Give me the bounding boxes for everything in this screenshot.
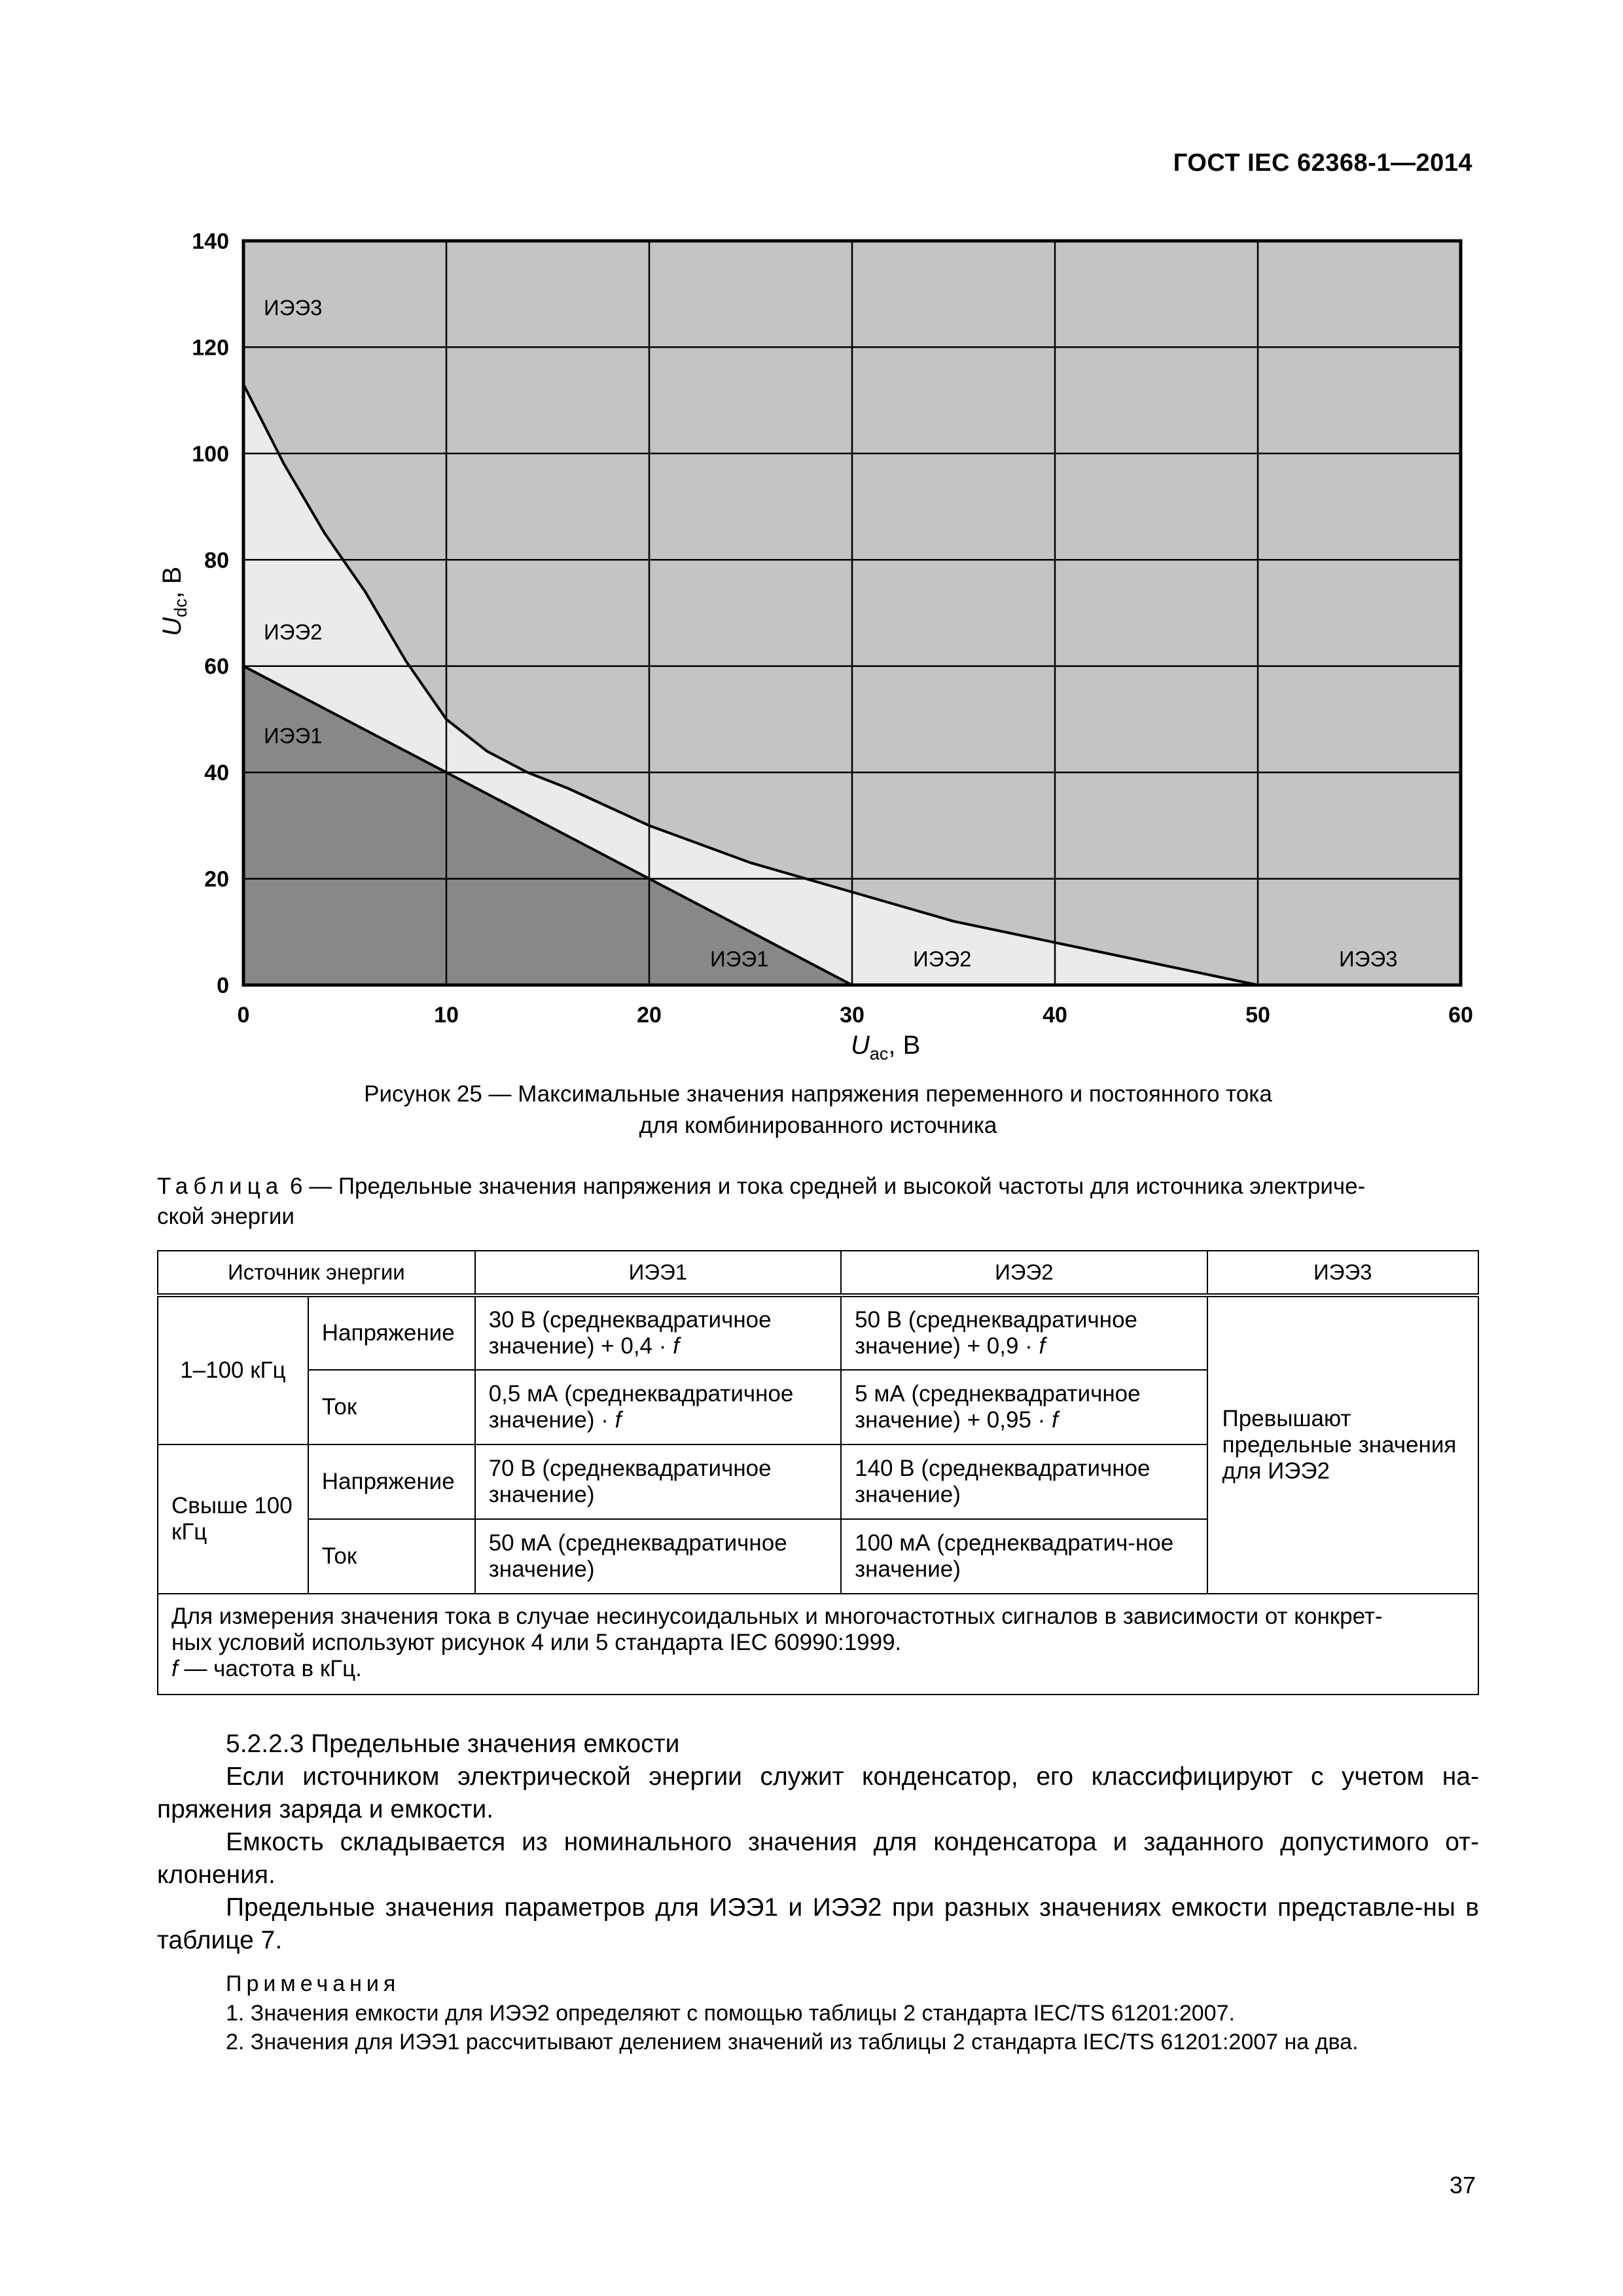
note-item-1: 1. Значения емкости для ИЭЭ2 определяют с помощью таблицы 2 стандарта IEC/TS 61201:2007. — [226, 2001, 1235, 2026]
header-iee2: ИЭЭ2 — [841, 1251, 1207, 1295]
paragraph-3: Предельные значения параметров для ИЭЭ1 и ИЭЭ2 при разных значениях емкости представле-ны в таблице 7. — [157, 1893, 1479, 1954]
figure-caption-line2: для комбинированного источника — [639, 1113, 997, 1138]
notes-title: Примечания — [226, 1971, 401, 1996]
footnote-line3: f — частота в кГц. — [171, 1656, 362, 1681]
table-footnote — [158, 1594, 1478, 1695]
figure-caption — [157, 1079, 1479, 1141]
region-label: ИЭЭ2 — [913, 946, 972, 971]
x-axis-label: $U_{ac}$, В — [851, 1031, 921, 1064]
x-tick-label: 10 — [434, 1003, 459, 1028]
cell-iee3: Превышают предельные значения для ИЭЭ2 — [1207, 1295, 1478, 1594]
cell-r3-iee2: 140 В (среднеквадратичное значение) — [841, 1444, 1207, 1519]
table-header-row — [158, 1251, 1478, 1295]
y-tick-label: 60 — [204, 654, 229, 679]
param-voltage: Напряжение — [308, 1295, 475, 1370]
figure-caption-line1: Рисунок 25 — Максимальные значения напряжения переменного и постоянного тока — [364, 1081, 1272, 1107]
voltage-chart — [0, 0, 1623, 1073]
group-1-100khz: 1–100 кГц — [158, 1295, 308, 1444]
table-row — [158, 1295, 1478, 1370]
param-voltage: Напряжение — [308, 1444, 475, 1519]
paragraph-2: Емкость складывается из номинального значения для конденсатора и заданного допустимого от-клонения. — [157, 1828, 1479, 1889]
x-tick-label: 60 — [1448, 1003, 1473, 1028]
table-title-text: 6 — Предельные значения напряжения и тока средней и высокой частоты для источника электриче- — [283, 1174, 1366, 1199]
y-tick-label: 140 — [192, 229, 229, 254]
y-tick-label: 80 — [204, 548, 229, 573]
table-title — [157, 1172, 1479, 1232]
footnote-line2: ных условий используют рисунок 4 или 5 стандарта IEC 60990:1999. — [171, 1630, 902, 1655]
table-footnote-row — [158, 1594, 1478, 1695]
y-tick-label: 40 — [204, 761, 229, 786]
cell-r2-iee2: 5 мА (среднеквадратичное значение) + 0,95 · f — [841, 1370, 1207, 1444]
region-label: ИЭЭ1 — [710, 946, 769, 971]
y-axis-label: $U_{dc}$, В — [158, 566, 190, 636]
x-tick-label: 40 — [1043, 1003, 1067, 1028]
table-title-word: Таблица — [157, 1174, 284, 1199]
note-item-2: 2. Значения для ИЭЭ1 рассчитывают делением значений из таблицы 2 стандарта IEC/TS 61201:2007 на два. — [226, 2030, 1359, 2054]
region-label: ИЭЭ3 — [1339, 946, 1398, 971]
section-heading: 5.2.2.3 Предельные значения емкости — [226, 1730, 680, 1758]
page-number: 37 — [1449, 2172, 1476, 2198]
cell-r1-iee2: 50 В (среднеквадратичное значение) + 0,9 · f — [841, 1295, 1207, 1370]
header-iee3: ИЭЭ3 — [1207, 1251, 1478, 1295]
cell-r4-iee2: 100 мА (среднеквадратич-ное значение) — [841, 1519, 1207, 1594]
cell-r2-iee1: 0,5 мА (среднеквадратичное значение) · f — [475, 1370, 841, 1444]
header-iee1: ИЭЭ1 — [475, 1251, 841, 1295]
y-tick-label: 20 — [204, 867, 229, 892]
limits-table — [157, 1250, 1479, 1695]
x-tick-label: 30 — [840, 1003, 865, 1028]
cell-r3-iee1: 70 В (среднеквадратичное значение) — [475, 1444, 841, 1519]
y-tick-label: 120 — [192, 335, 229, 361]
cell-r4-iee1: 50 мА (среднеквадратичное значение) — [475, 1519, 841, 1594]
header-energy-source: Источник энергии — [158, 1251, 475, 1295]
region-label: ИЭЭ2 — [264, 620, 323, 645]
group-above-100khz: Свыше 100 кГц — [158, 1444, 308, 1594]
y-tick-label: 100 — [192, 441, 229, 467]
x-tick-label: 50 — [1245, 1003, 1270, 1028]
document-code: ГОСТ IEC 62368-1—2014 — [1173, 149, 1472, 177]
region-label: ИЭЭ1 — [264, 723, 323, 748]
table-title-line2: ской энергии — [157, 1204, 294, 1229]
param-current: Ток — [308, 1519, 475, 1594]
y-tick-label: 0 — [217, 973, 229, 998]
footnote-line1: Для измерения значения тока в случае несинусоидальных и многочастотных сигналов в зависимости от конкрет- — [171, 1604, 1383, 1629]
paragraph-1: Если источником электрической энергии служит конденсатор, его классифицируют с учетом на-пряжения заряда и емкости. — [157, 1763, 1479, 1823]
cell-r1-iee1: 30 В (среднеквадратичное значение) + 0,4 · f — [475, 1295, 841, 1370]
x-tick-label: 0 — [237, 1003, 250, 1028]
region-label: ИЭЭ3 — [264, 295, 323, 320]
x-tick-label: 20 — [637, 1003, 662, 1028]
param-current: Ток — [308, 1370, 475, 1444]
